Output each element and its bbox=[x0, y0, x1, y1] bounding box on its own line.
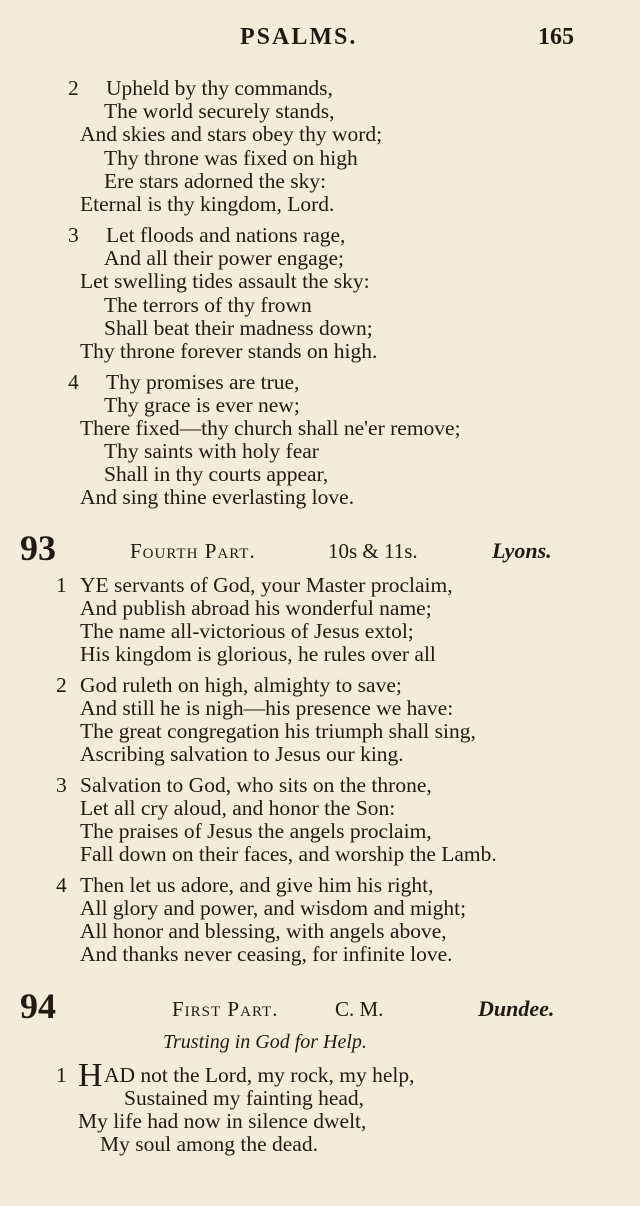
hymn-part: First Part. bbox=[172, 997, 279, 1021]
verse-line: There fixed—thy church shall ne'er remove; bbox=[80, 416, 461, 440]
stanza-number: 3 bbox=[56, 773, 67, 797]
hymn-part: Fourth Part. bbox=[130, 539, 256, 563]
verse-line: Upheld by thy commands, bbox=[106, 76, 333, 100]
running-title: PSALMS. bbox=[240, 24, 358, 50]
verse-line: Thy grace is ever new; bbox=[104, 393, 300, 417]
verse-line: God ruleth on high, almighty to save; bbox=[80, 673, 402, 697]
hymn-meter: 10s & 11s. bbox=[328, 539, 418, 563]
verse-line: Then let us adore, and give him his right, bbox=[80, 873, 434, 897]
verse-line: His kingdom is glorious, he rules over all bbox=[80, 642, 436, 666]
stanza-number: 2 bbox=[56, 673, 67, 697]
verse-line: Thy saints with holy fear bbox=[104, 439, 319, 463]
verse-line: All honor and blessing, with angels above, bbox=[80, 919, 447, 943]
verse-line: And still he is nigh—his presence we have: bbox=[80, 696, 454, 720]
hymn-number: 93 bbox=[20, 528, 56, 568]
hymn-number: 94 bbox=[20, 986, 56, 1026]
verse-line: My soul among the dead. bbox=[100, 1132, 318, 1156]
verse-line: AD not the Lord, my rock, my help, bbox=[104, 1063, 415, 1087]
verse-line: Thy throne forever stands on high. bbox=[80, 339, 378, 363]
verse-line: The world securely stands, bbox=[104, 99, 335, 123]
tune-name: Dundee. bbox=[478, 996, 555, 1021]
hymn-subtitle: Trusting in God for Help. bbox=[163, 1031, 367, 1053]
verse-line: And thanks never ceasing, for infinite love. bbox=[80, 942, 453, 966]
verse-line: Salvation to God, who sits on the throne, bbox=[80, 773, 432, 797]
verse-line: My life had now in silence dwelt, bbox=[78, 1109, 367, 1133]
page-number: 165 bbox=[538, 24, 574, 50]
hymn-meter: C. M. bbox=[335, 997, 384, 1021]
verse-line: The name all-victorious of Jesus extol; bbox=[80, 619, 414, 643]
verse-line: The terrors of thy frown bbox=[104, 293, 312, 317]
verse-line: Thy throne was fixed on high bbox=[104, 146, 358, 170]
verse-line: Fall down on their faces, and worship the Lamb. bbox=[80, 842, 497, 866]
verse-line: The great congregation his triumph shall sing, bbox=[80, 719, 476, 743]
verse-line: Shall in thy courts appear, bbox=[104, 462, 329, 486]
verse-line: Eternal is thy kingdom, Lord. bbox=[80, 192, 335, 216]
verse-line: And all their power engage; bbox=[104, 246, 344, 270]
verse-line: Shall beat their madness down; bbox=[104, 316, 373, 340]
stanza-number: 4 bbox=[56, 873, 67, 897]
stanza-number: 3 bbox=[68, 223, 79, 247]
verse-line: Let all cry aloud, and honor the Son: bbox=[80, 796, 396, 820]
verse-line: Ascribing salvation to Jesus our king. bbox=[80, 742, 404, 766]
verse-line: Let floods and nations rage, bbox=[106, 223, 346, 247]
verse-line: And sing thine everlasting love. bbox=[80, 485, 355, 509]
verse-line: All glory and power, and wisdom and might; bbox=[80, 896, 467, 920]
verse-line: Let swelling tides assault the sky: bbox=[80, 269, 370, 293]
stanza-number: 4 bbox=[68, 370, 79, 394]
verse-line: Ere stars adorned the sky: bbox=[104, 169, 327, 193]
stanza-number: 1 bbox=[56, 573, 67, 597]
verse-line: And publish abroad his wonderful name; bbox=[80, 596, 432, 620]
tune-name: Lyons. bbox=[492, 538, 552, 563]
verse-line: Thy promises are true, bbox=[106, 370, 300, 394]
verse-line: And skies and stars obey thy word; bbox=[80, 122, 383, 146]
stanza-number: 1 bbox=[56, 1063, 67, 1087]
running-head bbox=[0, 24, 640, 58]
verse-line: The praises of Jesus the angels proclaim, bbox=[80, 819, 432, 843]
verse-line: Sustained my fainting head, bbox=[124, 1086, 365, 1110]
stanza-number: 2 bbox=[68, 76, 79, 100]
verse-line: YE servants of God, your Master proclaim, bbox=[80, 573, 453, 597]
drop-cap: H bbox=[78, 1057, 103, 1094]
